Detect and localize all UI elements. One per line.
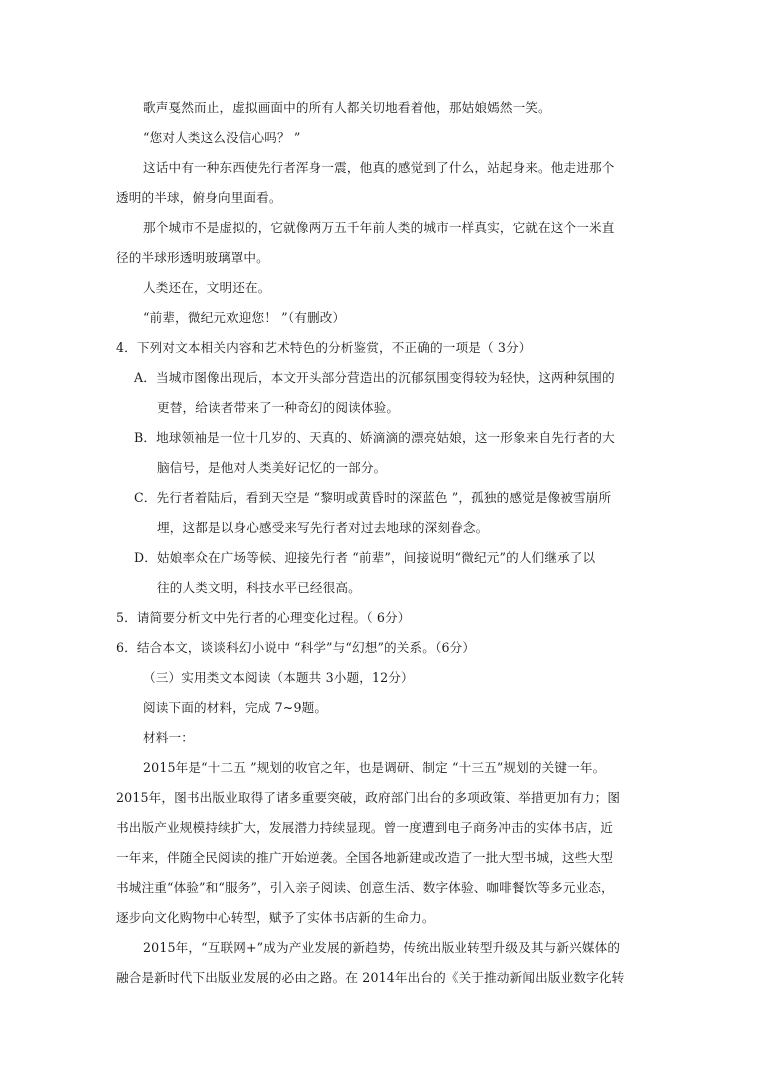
question-4-option-a-line-1: A．当城市图像出现后，本文开头部分营造出的沉郁氛围变得较为轻快，这两种氛围的 [134, 370, 615, 385]
question-4-option-a-line-2: 更替，给读者带来了一种奇幻的阅读体验。 [157, 400, 400, 415]
material-1-paragraph-1-line-3: 书出版产业规模持续扩大，发展潜力持续显现。曾一度遭到电子商务冲击的实体书店，近 [116, 820, 614, 835]
story-dialogue-1: “您对人类这么没信心吗？ ” [143, 130, 301, 145]
section-3-heading: （三）实用类文本阅读（本题共 3小题，12分） [143, 670, 414, 685]
story-paragraph-4-line-2: 径的半球形透明玻璃罩中。 [116, 250, 269, 265]
question-6: 6．结合本文，谈谈科幻小说中 “科学”与“幻想”的关系。（6分） [116, 640, 476, 655]
material-1-paragraph-1-line-5: 书城注重“体验”和“服务”，引入亲子阅读、创意生活、数字体验、咖啡餐饮等多元业态， [116, 880, 614, 895]
material-1-paragraph-1-line-4: 一年来，伴随全民阅读的推广开始逆袭。全国各地新建或改造了一批大型书城，这些大型 [116, 850, 614, 865]
story-paragraph-5: 人类还在，文明还在。 [143, 280, 271, 295]
question-5: 5．请简要分析文中先行者的心理变化过程。（ 6分） [116, 610, 411, 625]
story-paragraph-4-line-1: 那个城市不是虚拟的，它就像两万五千年前人类的城市一样真实，它就在这个一米直 [143, 220, 615, 235]
material-1-paragraph-1-line-1: 2015年是“十二五 ”规划的收官之年，也是调研、制定 “十三五”规划的关键一年。 [143, 760, 606, 775]
story-dialogue-2: “前辈，微纪元欢迎您！ ”（有删改） [143, 310, 346, 325]
question-4-stem: 4．下列对文本相关内容和艺术特色的分析鉴赏，不正确的一项是（ 3分） [116, 340, 532, 355]
story-paragraph-3-line-2: 透明的半球，俯身向里面看。 [116, 190, 282, 205]
material-1-paragraph-2-line-1: 2015年，“互联网+”成为产业发展的新趋势，传统出版业转型升级及其与新兴媒体的 [143, 940, 621, 955]
section-3-instruction: 阅读下面的材料，完成 7~9题。 [143, 700, 328, 715]
question-4-option-c-line-1: C．先行者着陆后，看到天空是 “黎明或黄昏时的深蓝色 ”，孤独的感觉是像被雪崩所 [134, 490, 612, 505]
material-1-paragraph-1-line-6: 逐步向文化购物中心转型，赋予了实体书店新的生命力。 [116, 910, 435, 925]
material-1-paragraph-2-line-2: 融合是新时代下出版业发展的必由之路。在 2014年出台的《关于推动新闻出版业数字化转 [116, 970, 625, 985]
question-4-option-b-line-1: B．地球领袖是一位十几岁的、天真的、娇滴滴的漂亮姑娘，这一形象来自先行者的大 [134, 430, 615, 445]
question-4-option-d-line-2: 往的人类文明，科技水平已经很高。 [157, 580, 361, 595]
material-1-label: 材料一： [143, 730, 194, 745]
story-paragraph-3-line-1: 这话中有一种东西使先行者浑身一震，他真的感觉到了什么，站起身来。他走进那个 [143, 160, 615, 175]
question-4-option-c-line-2: 埋，这都是以身心感受来写先行者对过去地球的深刻眷念。 [157, 520, 489, 535]
story-paragraph-1: 歌声戛然而止，虚拟画面中的所有人都关切地看着他，那姑娘嫣然一笑。 [143, 100, 551, 115]
question-4-option-b-line-2: 脑信号，是他对人类美好记忆的一部分。 [157, 460, 387, 475]
question-4-option-d-line-1: D．姑娘率众在广场等候、迎接先行者 “前辈”，间接说明“微纪元”的人们继承了以 [134, 550, 596, 565]
material-1-paragraph-1-line-2: 2015年，图书出版业取得了诸多重要突破，政府部门出台的多项政策、举措更加有力；图 [116, 790, 621, 805]
